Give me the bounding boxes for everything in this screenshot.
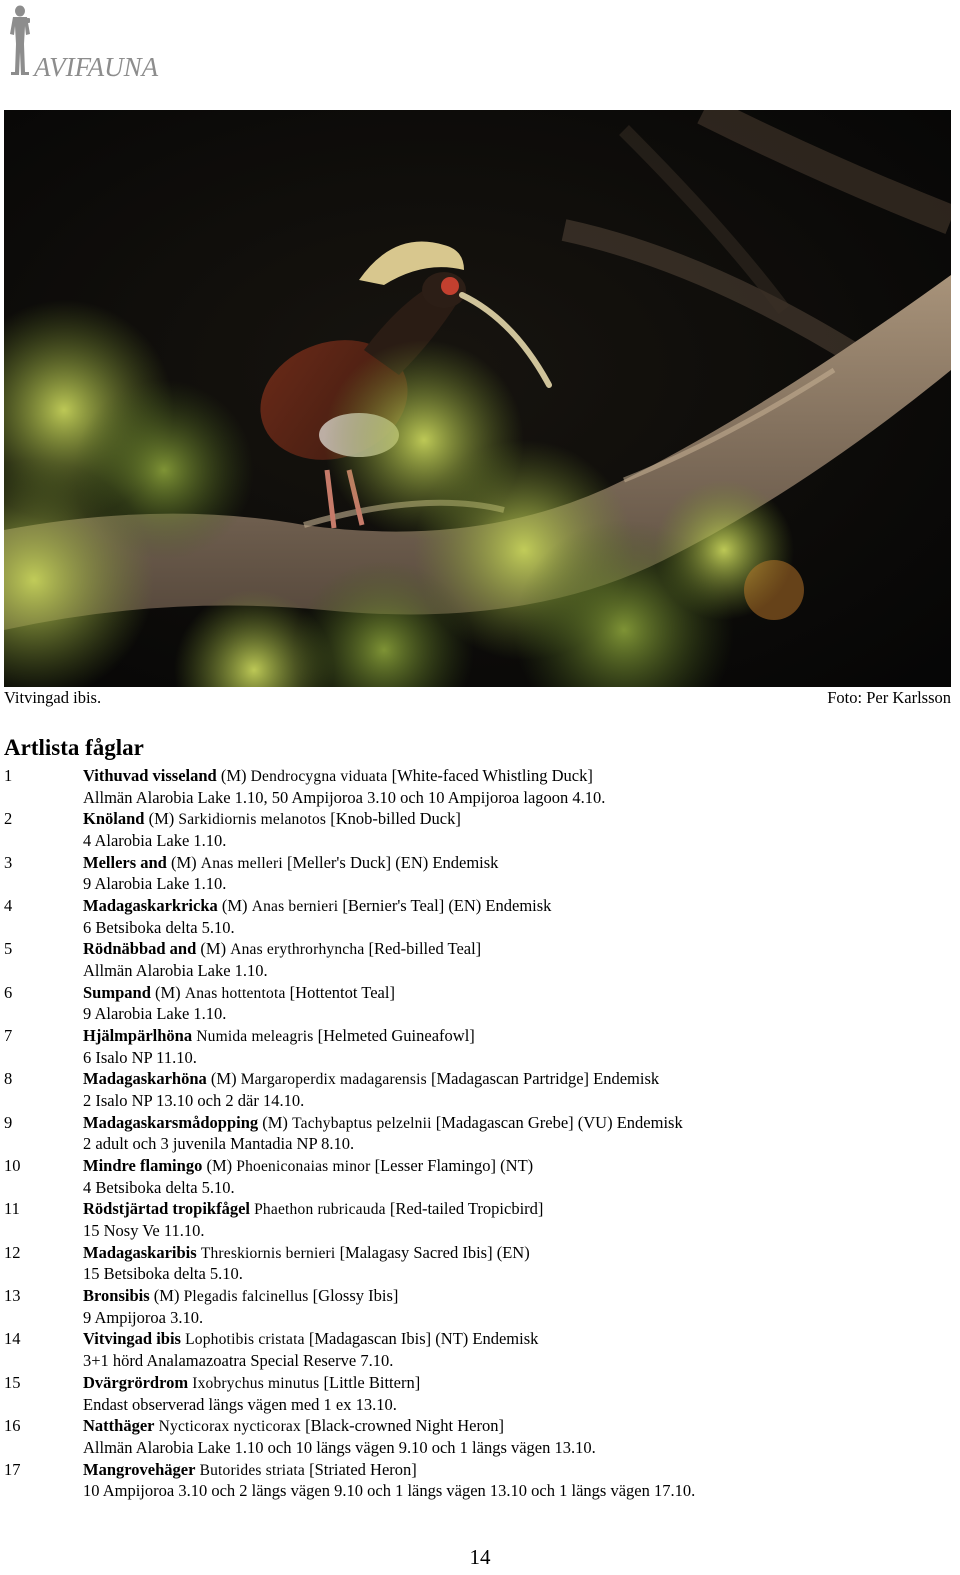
english-name: [Bernier's Teal] (EN) Endemisk [338,896,552,916]
list-item [4,765,944,808]
observation-detail: Allmän Alarobia Lake 1.10. [83,961,268,981]
english-name: [Hottentot Teal] [285,982,395,1002]
swedish-name: Rödnäbbad and [83,939,197,959]
list-item [4,938,944,981]
observation-detail: 6 Isalo NP 11.10. [83,1047,197,1067]
status-marker: (M) [202,1156,237,1176]
species-name-line [83,1415,504,1438]
page-number: 14 [469,1545,491,1569]
species-name-line [83,1285,398,1308]
scientific-name: Threskiornis bernieri [200,1244,336,1262]
status-marker: (M) [196,939,231,959]
english-name: [Red-tailed Tropicbird] [385,1199,544,1219]
list-item [4,1328,944,1371]
observation-detail: 15 Betsiboka delta 5.10. [83,1264,243,1284]
species-number: 12 [4,1242,21,1262]
swedish-name: Sumpand [83,982,151,1002]
scientific-name: Plegadis falcinellus [183,1288,309,1306]
swedish-name: Madagaskarkricka [83,896,218,916]
species-name-line [83,1459,417,1482]
species-number: 10 [4,1156,21,1176]
logo-text: AVIFAUNA [34,52,159,82]
scientific-name: Ixobrychus minutus [192,1374,320,1392]
observation-detail: Allmän Alarobia Lake 1.10, 50 Ampijoroa 3.10 och 10 Ampijoroa lagoon 4.10. [83,787,606,807]
species-name-line [83,1155,533,1178]
scientific-name: Dendrocygna viduata [250,768,388,785]
species-number: 14 [4,1329,21,1349]
species-number: 15 [4,1372,21,1392]
ibis-photo-illustration [4,110,951,687]
observation-detail: Endast observerad längs vägen med 1 ex 13.10. [83,1394,397,1414]
swedish-name: Natthäger [83,1416,155,1436]
scientific-name: Tachybaptus pelzelnii [292,1114,432,1132]
swedish-name: Hjälmpärlhöna [83,1026,193,1046]
english-name: [Madagascan Grebe] (VU) Endemisk [431,1112,683,1132]
species-number: 5 [4,939,13,959]
scientific-name: Phoeniconaias minor [236,1158,371,1176]
status-marker: (M) [150,982,185,1002]
scientific-name: Anas hottentota [184,984,286,1002]
observation-detail: 9 Ampijoroa 3.10. [83,1307,204,1327]
scientific-name: Nycticorax nycticorax [158,1418,301,1436]
swedish-name: Madagaskarhöna [83,1069,207,1089]
observation-detail: 6 Betsiboka delta 5.10. [83,917,235,937]
scientific-name: Phaethon rubricauda [254,1201,386,1219]
list-item [4,1025,944,1068]
avifauna-logo [4,4,184,80]
list-item [4,1155,944,1198]
swedish-name: Mellers and [83,852,167,872]
english-name: [Black-crowned Night Heron] [300,1416,504,1436]
species-name-line [83,938,481,961]
status-marker: (M) [166,852,201,872]
swedish-name: Knöland [83,809,145,829]
status-marker: (M) [258,1112,293,1132]
species-number: 7 [4,1026,13,1046]
list-item [4,1415,944,1458]
scientific-name: Anas melleri [200,854,283,872]
species-name-line [83,1372,420,1395]
swedish-name: Mindre flamingo [83,1156,203,1176]
swedish-name: Rödstjärtad tropikfågel [83,1199,250,1219]
swedish-name: Mangrovehäger [83,1459,196,1479]
species-number: 3 [4,852,13,872]
observation-detail: 3+1 hörd Analamazoatra Special Reserve 7.10. [83,1351,394,1371]
species-name-line [83,1068,659,1091]
scientific-name: Margaroperdix madagarensis [240,1071,427,1089]
species-name-line [83,895,551,918]
photo-credit: Foto: Per Karlsson [827,688,951,707]
observation-detail: 2 adult och 3 juvenila Mantadia NP 8.10. [83,1134,355,1154]
species-number: 8 [4,1069,13,1089]
status-marker: (M) [149,1286,184,1306]
species-name-line [83,852,498,875]
scientific-name: Numida meleagris [196,1028,314,1046]
species-name-line [83,1198,543,1221]
species-name-line [83,1242,530,1265]
english-name: [Madagascan Partridge] Endemisk [426,1069,660,1089]
list-item [4,1242,944,1285]
species-name-line [83,982,395,1005]
status-marker: (M) [216,766,251,785]
species-name-line [83,1025,475,1048]
english-name: [Meller's Duck] (EN) Endemisk [282,852,499,872]
status-marker: (M) [206,1069,241,1089]
observation-detail: 4 Alarobia Lake 1.10. [83,831,227,851]
species-list [4,765,944,1502]
species-list-heading: Artlista fåglar [4,735,144,760]
list-item [4,1459,944,1502]
caption-title: Vitvingad ibis. [4,688,102,707]
status-marker: (M) [144,809,179,829]
swedish-name: Madagaskarsmådopping [83,1112,259,1132]
swedish-name: Vithuvad visseland [83,766,217,785]
scientific-name: Butorides striata [199,1461,305,1479]
list-item [4,1068,944,1111]
species-number: 9 [4,1112,13,1132]
list-item [4,808,944,851]
swedish-name: Dvärgrördrom [83,1372,189,1392]
list-item [4,982,944,1025]
species-name-line [83,808,461,831]
birdwatcher-icon [4,4,36,76]
photo-caption [4,688,951,710]
english-name: [Madagascan Ibis] (NT) Endemisk [304,1329,539,1349]
english-name: [Glossy Ibis] [308,1286,399,1306]
species-name-line [83,765,593,788]
observation-detail: 9 Alarobia Lake 1.10. [83,874,227,894]
scientific-name: Anas erythrorhyncha [230,941,365,959]
scientific-name: Lophotibis cristata [185,1331,305,1349]
list-item [4,1372,944,1415]
swedish-name: Madagaskaribis [83,1242,197,1262]
observation-detail: 2 Isalo NP 13.10 och 2 där 14.10. [83,1091,305,1111]
english-name: [Knob-billed Duck] [326,809,461,829]
english-name: [Helmeted Guineafowl] [313,1026,475,1046]
species-number: 4 [4,896,13,916]
list-item [4,1112,944,1155]
species-number: 11 [4,1199,20,1219]
scientific-name: Sarkidiornis melanotos [178,811,327,829]
list-item [4,895,944,938]
species-number: 16 [4,1416,21,1436]
english-name: [Lesser Flamingo] (NT) [370,1156,534,1176]
english-name: [Malagasy Sacred Ibis] (EN) [335,1242,530,1262]
observation-detail: 4 Betsiboka delta 5.10. [83,1177,235,1197]
status-marker: (M) [217,896,252,916]
species-number: 6 [4,982,13,1002]
bird-photo [4,110,951,687]
species-number: 13 [4,1286,21,1306]
observation-detail: 15 Nosy Ve 11.10. [83,1221,205,1241]
species-name-line [83,1112,683,1135]
scientific-name: Anas bernieri [251,898,339,916]
species-number: 2 [4,809,13,829]
observation-detail: 10 Ampijoroa 3.10 och 2 längs vägen 9.10 och 1 längs vägen 13.10 och 1 längs vägen 17.10. [83,1481,696,1501]
species-number: 1 [4,766,13,785]
list-item [4,1285,944,1328]
observation-detail: Allmän Alarobia Lake 1.10 och 10 längs vägen 9.10 och 1 längs vägen 13.10. [83,1437,596,1457]
observation-detail: 9 Alarobia Lake 1.10. [83,1004,227,1024]
list-item [4,852,944,895]
species-number: 17 [4,1459,21,1479]
swedish-name: Bronsibis [83,1286,150,1306]
swedish-name: Vitvingad ibis [83,1329,181,1349]
species-name-line [83,1328,538,1351]
english-name: [Red-billed Teal] [364,939,482,959]
english-name: [Little Bittern] [319,1372,421,1392]
english-name: [Striated Heron] [304,1459,417,1479]
list-item [4,1198,944,1241]
english-name: [White-faced Whistling Duck] [387,766,593,785]
